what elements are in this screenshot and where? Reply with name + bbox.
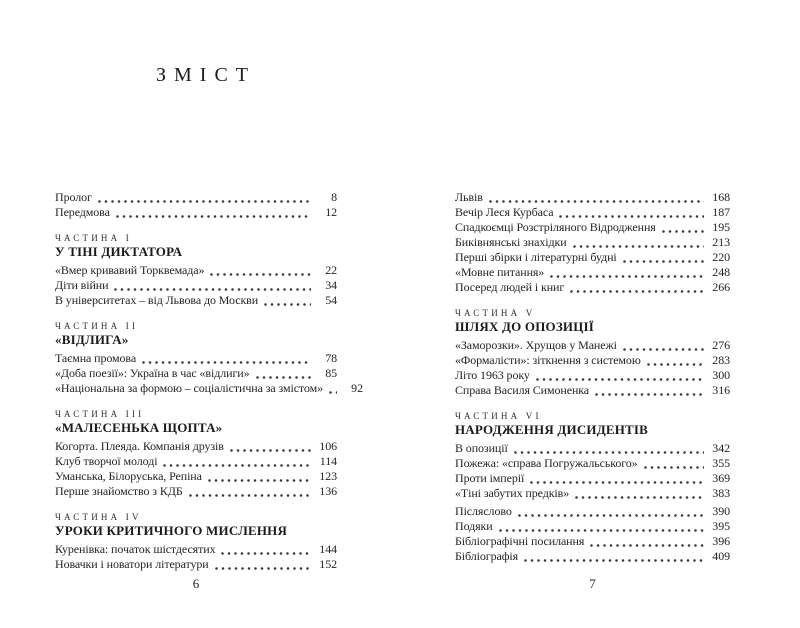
toc-entry-label: «Заморозки». Хрущов у Манежі: [455, 338, 617, 352]
toc-entry-page: 409: [712, 549, 730, 563]
toc-entry: [455, 534, 730, 549]
toc-group: [55, 409, 337, 499]
toc-entry: [455, 338, 730, 353]
toc-entry-page: 395: [712, 519, 730, 533]
toc-entry-page: 220: [712, 250, 730, 264]
toc-group: [55, 190, 337, 220]
toc-entry-label: В університетах – від Львова до Москви: [55, 293, 259, 307]
part-title: У ТІНІ ДИКТАТОРА: [55, 244, 183, 259]
toc-entry-page: 12: [325, 205, 337, 219]
toc-entry-page: 85: [325, 366, 337, 380]
toc-entry-label: Клуб творчої молоді: [55, 454, 158, 468]
toc-entry-label: Передмова: [55, 205, 110, 219]
dot-leader: [559, 207, 704, 220]
toc-group: [55, 321, 363, 396]
toc-entry-label: Бібліографічні посилання: [455, 534, 585, 548]
toc-entry-page: 114: [319, 454, 337, 468]
contents-title: ЗМІСТ: [156, 64, 257, 86]
part-title: «МАЛЕСЕНЬКА ЩОПТА»: [55, 420, 223, 435]
toc-entry-label: Посеред людей і книг: [455, 280, 565, 294]
toc-page-left: [55, 190, 363, 572]
dot-leader: [518, 506, 704, 519]
dot-leader: [573, 237, 704, 250]
toc-entry-label: «Вмер кривавий Торквемада»: [55, 263, 205, 277]
dot-leader: [570, 282, 704, 295]
toc-entry: [55, 351, 337, 366]
toc-entry-label: Справа Василя Симоненка: [455, 383, 590, 397]
dot-leader: [116, 207, 311, 220]
toc-entry-page: 8: [331, 190, 337, 204]
toc-entry: [455, 220, 730, 235]
toc-entry: [455, 441, 730, 456]
toc-entry: [55, 366, 337, 381]
toc-entry-label: Подяки: [455, 519, 493, 533]
toc-entry-label: «Формалісти»: зіткнення з системою: [455, 353, 641, 367]
dot-leader: [514, 443, 704, 456]
toc-entry: [455, 368, 730, 383]
toc-entry-page: 136: [319, 484, 337, 498]
toc-entry-label: Літо 1963 року: [455, 368, 530, 382]
dot-leader: [662, 222, 704, 235]
toc-entry-label: Биківнянські знахідки: [455, 235, 567, 249]
toc-entry: [455, 504, 730, 519]
dot-leader: [189, 486, 311, 499]
toc-entry-page: 92: [351, 381, 363, 395]
toc-entry-label: В опозиції: [455, 441, 508, 455]
toc-entry-page: 342: [712, 441, 730, 455]
toc-page-right: [455, 190, 730, 564]
toc-entry-page: 54: [325, 293, 337, 307]
toc-entry: [455, 265, 730, 280]
part-title: ШЛЯХ ДО ОПОЗИЦІЇ: [455, 319, 595, 334]
dot-leader: [530, 473, 704, 486]
dot-leader: [644, 458, 704, 471]
toc-group: [55, 233, 337, 308]
toc-entry-page: 300: [712, 368, 730, 382]
toc-entry-page: 316: [712, 383, 730, 397]
toc-entry-page: 195: [712, 220, 730, 234]
toc-entry: [455, 280, 730, 295]
toc-entry: [455, 383, 730, 398]
dot-leader: [536, 370, 704, 383]
dot-leader: [647, 355, 704, 368]
part-label: ЧАСТИНА IV: [55, 512, 142, 522]
toc-entry-page: 383: [712, 486, 730, 500]
toc-entry: [55, 381, 363, 396]
toc-entry-label: Львів: [455, 190, 483, 204]
part-title: «ВІДЛИГА»: [55, 332, 129, 347]
part-label: ЧАСТИНА VI: [455, 411, 542, 421]
toc-entry-label: «Національна за формою – соціалістична за змістом»: [55, 381, 323, 395]
dot-leader: [595, 385, 704, 398]
toc-entry: [455, 486, 730, 501]
page-number-right: 7: [589, 576, 596, 591]
toc-entry: [55, 263, 337, 278]
toc-entry-page: 213: [712, 235, 730, 249]
dot-leader: [98, 192, 311, 205]
toc-entry: [55, 542, 337, 557]
toc-entry-page: 355: [712, 456, 730, 470]
part-label: ЧАСТИНА II: [55, 321, 139, 331]
toc-entry-page: 22: [325, 263, 337, 277]
toc-entry: [55, 190, 337, 205]
part-title: УРОКИ КРИТИЧНОГО МИСЛЕННЯ: [55, 523, 288, 538]
toc-entry-label: Перші збірки і літературні будні: [455, 250, 617, 264]
toc-entry-page: 276: [712, 338, 730, 352]
part-label: ЧАСТИНА V: [455, 308, 536, 318]
dot-leader: [163, 456, 311, 469]
toc-entry: [55, 439, 337, 454]
toc-entry: [55, 278, 337, 293]
toc-entry-label: Перше знайомство з КДБ: [55, 484, 183, 498]
dot-leader: [524, 551, 704, 564]
part-label: ЧАСТИНА I: [55, 233, 132, 243]
toc-entry: [455, 471, 730, 486]
part-title: НАРОДЖЕННЯ ДИСИДЕНТІВ: [455, 422, 649, 437]
toc-entry: [455, 353, 730, 368]
toc-group: [455, 308, 730, 398]
dot-leader: [264, 295, 311, 308]
toc-entry-page: 168: [712, 190, 730, 204]
toc-entry-page: 187: [712, 205, 730, 219]
part-label: ЧАСТИНА III: [55, 409, 145, 419]
toc-entry-page: 390: [712, 504, 730, 518]
toc-group-backmatter: [455, 504, 730, 564]
toc-entry-page: 396: [712, 534, 730, 548]
toc-entry: [55, 469, 337, 484]
toc-entry-label: «Тіні забутих предків»: [455, 486, 570, 500]
toc-entry-page: 78: [325, 351, 337, 365]
toc-entry-page: 144: [319, 542, 337, 556]
toc-entry: [55, 205, 337, 220]
dot-leader: [489, 192, 704, 205]
toc-entry: [455, 235, 730, 250]
toc-entry-page: 248: [712, 265, 730, 279]
toc-entry: [455, 250, 730, 265]
toc-group: [55, 512, 337, 572]
toc-entry: [55, 557, 337, 572]
dot-leader: [329, 383, 337, 396]
dot-leader: [230, 441, 311, 454]
toc-entry-label: Новачки і новатори літератури: [55, 557, 209, 571]
toc-entry-label: Пожежа: «справа Погружальського»: [455, 456, 638, 470]
toc-entry-label: Когорта. Плеяда. Компанія друзів: [55, 439, 224, 453]
dot-leader: [221, 544, 311, 557]
toc-group: [455, 411, 730, 501]
dot-leader: [499, 521, 704, 534]
dot-leader: [550, 267, 704, 280]
toc-entry: [455, 549, 730, 564]
toc-entry: [455, 205, 730, 220]
toc-entry-label: Проти імперії: [455, 471, 525, 485]
toc-group: [455, 190, 730, 295]
dot-leader: [623, 340, 704, 353]
dot-leader: [623, 252, 704, 265]
dot-leader: [215, 559, 311, 572]
toc-entry: [55, 454, 337, 469]
dot-leader: [208, 471, 311, 484]
toc-entry-label: Післяслово: [455, 504, 512, 518]
toc-entry-label: Пролог: [55, 190, 92, 204]
dot-leader: [114, 280, 311, 293]
dot-leader: [256, 368, 312, 381]
dot-leader: [575, 488, 704, 501]
toc-entry-label: «Доба поезії»: Україна в час «відлиги»: [55, 366, 250, 380]
dot-leader: [142, 353, 311, 366]
toc-entry-page: 283: [712, 353, 730, 367]
toc-entry-label: Спадкоємці Розстріляного Відродження: [455, 220, 656, 234]
toc-entry: [55, 484, 337, 499]
dot-leader: [210, 265, 311, 278]
toc-entry-label: Уманська, Білоруська, Репіна: [55, 469, 202, 483]
toc-entry-page: 123: [319, 469, 337, 483]
toc-entry: [55, 293, 337, 308]
toc-entry-page: 34: [325, 278, 337, 292]
toc-entry-label: «Мовне питання»: [455, 265, 545, 279]
toc-entry-label: Бібліографія: [455, 549, 519, 563]
toc-entry: [455, 519, 730, 534]
page-number-left: 6: [192, 576, 200, 591]
toc-entry-page: 369: [712, 471, 730, 485]
toc-entry: [455, 190, 730, 205]
toc-entry-page: 106: [319, 439, 337, 453]
toc-entry-label: Вечір Леся Курбаса: [455, 205, 554, 219]
toc-entry-page: 152: [319, 557, 337, 571]
dot-leader: [590, 536, 704, 549]
toc-entry: [455, 456, 730, 471]
toc-entry-label: Діти війни: [55, 278, 109, 292]
toc-entry-label: Таємна промова: [55, 351, 137, 365]
toc-entry-page: 266: [712, 280, 730, 294]
toc-entry-label: Куренівка: початок шістдесятих: [55, 542, 216, 556]
